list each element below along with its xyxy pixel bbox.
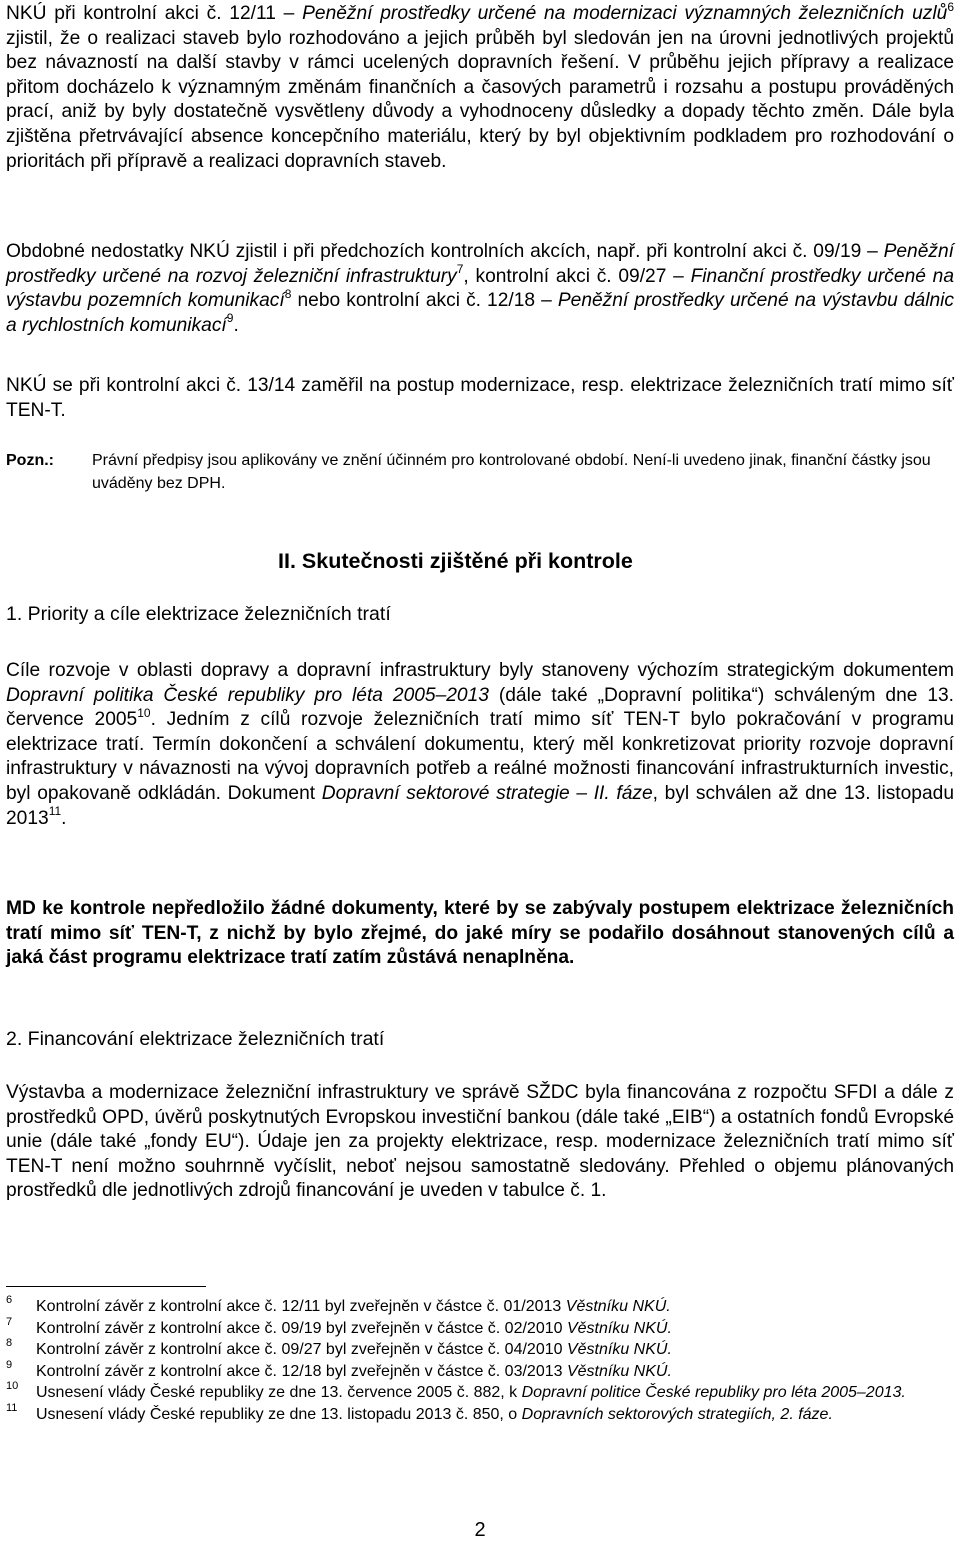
paragraph-kontrola-12-11: NKÚ při kontrolní akci č. 12/11 – Peněžní prostředky určené na modernizaci významných železničních uzlů$^6$ zjistil, že o realizaci staveb bylo rozhodováno a jejich průběh byl sledován jen na úrovni jednotlivých projektů bez návazností na další stavby v rámci ucelených dopravních řešení. V průběhu jejich přípravy a realizace přitom docházelo k významným změnám finančních a časových parametrů i rozsahu a postupu prováděných prací, aniž by byly dostatečně vysvětleny důvody a vyhodnoceny důsledky a dopady těchto změn. Dále byla zjištěna přetrvávající absence koncepčního materiálu, který by byl objektivním podkladem pro rozhodování o prioritách při přípravě a realizaci dopravních staveb. — [6, 0, 954, 172]
paragraph-obdobne-nedostatky: Obdobné nedostatky NKÚ zjistil i při předchozích kontrolních akcích, např. při kontrolní akci č. 09/19 – Peněžní prostředky určené na rozvoj železniční infrastruktury$^7$, kontrolní akci č. 09/27 – Finanční prostředky určené na výstavbu pozemních komunikací$^8$ nebo kontrolní akci č. 12/18 – Peněžní prostředky určené na výstavbu dálnic a rychlostních komunikací$^9$. — [6, 241, 955, 336]
footnote: 8 Kontrolní závěr z kontrolní akce č. 09/27 byl zveřejněn v částce č. 04/2010 Věstníku NKÚ. — [6, 1337, 672, 1358]
paragraph-kontrola-13-14: NKÚ se při kontrolní akci č. 13/14 zaměřil na postup modernizace, resp. elektrizace železničních tratí mimo síť TEN-T. — [6, 375, 954, 421]
footnote: 10 Usnesení vlády České republiky ze dne 13. července 2005 č. 882, k Dopravní politice České republiky pro léta 2005–2013. — [6, 1380, 906, 1401]
footnote-divider — [6, 1286, 206, 1287]
note-label: Pozn.: — [6, 452, 54, 469]
footnote: 11 Usnesení vlády České republiky ze dne 13. listopadu 2013 č. 850, o Dopravních sektorových strategiích, 2. fáze. — [6, 1401, 833, 1423]
footnote-ref-9: 9 — [226, 311, 234, 326]
footnote-ref-8: 8 — [284, 286, 292, 301]
footnote-ref-7: 7 — [456, 262, 464, 277]
heading-priority: 1. Priority a cíle elektrizace železničních tratí — [6, 603, 391, 625]
footnotes — [6, 1296, 954, 1425]
footnote-ref-6: 6 — [947, 0, 954, 14]
footnote: 9 Kontrolní závěr z kontrolní akce č. 12/18 byl zveřejněn v částce č. 03/2013 Věstníku NKÚ. — [6, 1358, 672, 1380]
section-title: II. Skutečnosti zjištěné při kontrole — [278, 549, 633, 573]
footnote: 7 Kontrolní závěr z kontrolní akce č. 09/19 byl zveřejněn v částce č. 02/2010 Věstníku NKÚ. — [6, 1315, 672, 1337]
footnote-ref-10: 10 — [137, 705, 151, 720]
note-pravni-predpisy — [6, 449, 954, 495]
footnote: 6 Kontrolní závěr z kontrolní akce č. 12/11 byl zveřejněn v částce č. 01/2013 Věstníku NKÚ. — [6, 1294, 671, 1315]
paragraph-cile-rozvoje: Cíle rozvoje v oblasti dopravy a dopravní infrastruktury byly stanoveny výchozím strategickým dokumentem Dopravní politika České republiky pro léta 2005–2013 (dále také „Dopravní politika“) schváleným dne 13. července 2005$^{10}$. Jedním z cílů rozvoje železničních tratí mimo síť TEN-T bylo pokračování v programu elektrizace tratí. Termín dokončení a schválení dokumentu, který měl konkretizovat priority rozvoje dopravní infrastruktury v návaznosti na vývoj dopravních potřeb a reálné možnosti financování infrastrukturních investic, byl opakovaně odkládán. Dokument Dopravní sektorové strategie – II. fáze, byl schválen až dne 13. listopadu 2013$^{11}$. — [6, 660, 954, 829]
paragraph-vystavba: Výstavba a modernizace železniční infrastruktury ve správě SŽDC byla financována z rozpočtu SFDI a dále z prostředků OPD, úvěrů poskytnutých Evropskou investiční bankou (dále také „EIB“) a ostatních fondů Evropské unie (dále také „fondy EU“). Údaje jen za projekty elektrizace, resp. modernizace železničních tratí mimo síť TEN-T není možno souhrnně vyčíslit, neboť nejsou samostatně sledovány. Přehled o objemu plánovaných prostředků dle jednotlivých zdrojů financování je uveden v tabulce č. 1. — [6, 1082, 954, 1202]
paragraph-md-zjisteni: MD ke kontrole nepředložilo žádné dokumenty, které by se zabývaly postupem elektrizace železničních tratí mimo síť TEN-T, z nichž by bylo zřejmé, do jaké míry se podařilo dosáhnout stanovených cílů a jaká část programu elektrizace tratí zatím zůstává nenaplněna. — [6, 898, 954, 969]
note-text: Právní předpisy jsou aplikovány ve znění účinném pro kontrolované období. Není-li uvedeno jinak, finanční částky jsou uváděny bez DPH. — [92, 452, 931, 492]
page-number: 2 — [474, 1519, 486, 1541]
footnote-ref-11: 11 — [48, 804, 62, 819]
heading-financovani: 2. Financování elektrizace železničních tratí — [6, 1028, 385, 1050]
